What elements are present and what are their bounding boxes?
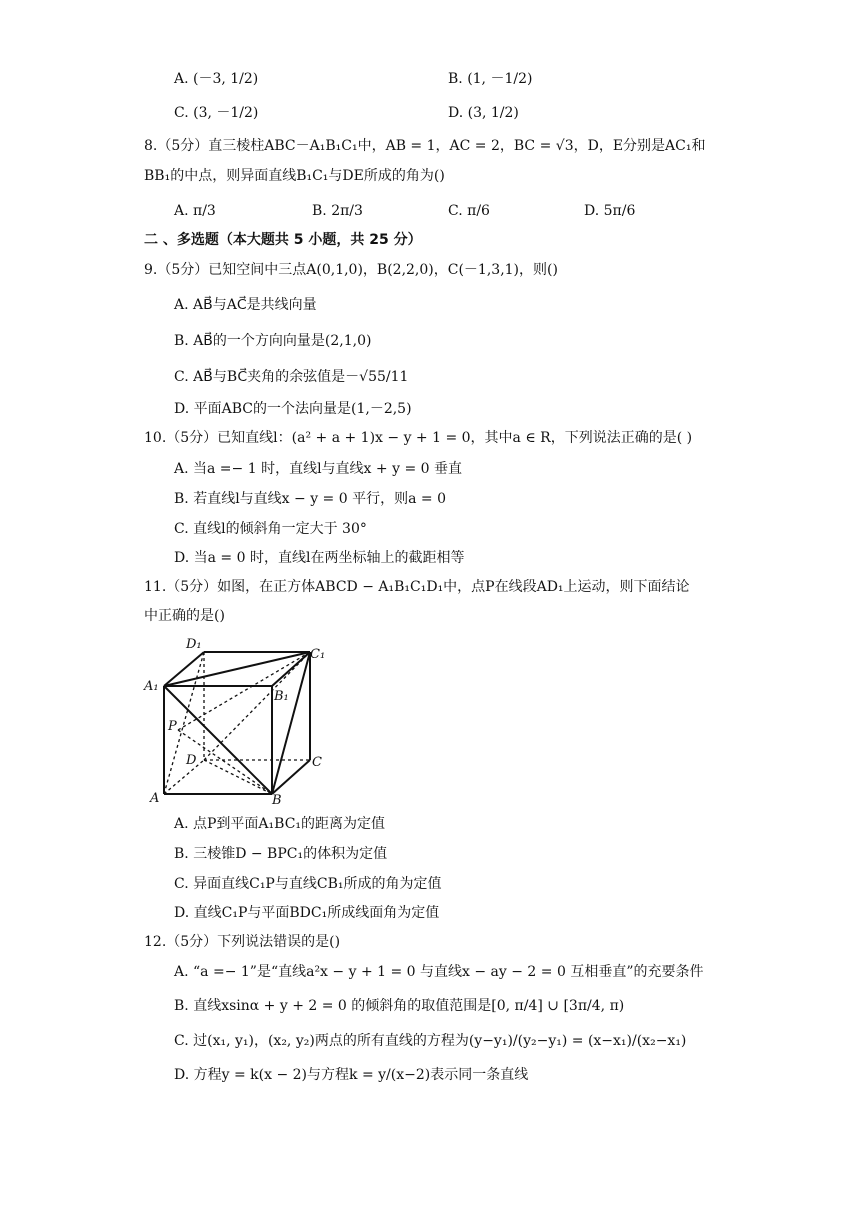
q9-option-a: A. AB⃗与AC⃗是共线向量	[174, 297, 317, 313]
q10-option-c: C. 直线l的倾斜角一定大于 30°	[174, 521, 367, 537]
label-c1: C₁	[310, 647, 326, 662]
q11-stem-line1: 11.（5分）如图，在正方体ABCD − A₁B₁C₁D₁中，点P在线段AD₁上运动，则下面结论	[144, 579, 690, 595]
q12-stem: 12.（5分）下列说法错误的是()	[144, 934, 341, 950]
q12-option-b: B. 直线xsinα + y + 2 = 0 的倾斜角的取值范围是[0, π/4] ∪ [3π/4, π)	[174, 998, 625, 1014]
q12-option-a: A. “a =− 1”是“直线a²x − y + 1 = 0 与直线x − ay − 2 = 0 互相垂直”的充要条件	[174, 964, 704, 980]
q11-option-c: C. 异面直线C₁P与直线CB₁所成的角为定值	[174, 876, 442, 892]
q7-option-c: C. (3, －1/2)	[174, 105, 259, 121]
q7-option-d: D. (3, 1/2)	[448, 105, 519, 121]
edge-b-c	[272, 760, 310, 794]
q12-option-c: C. 过(x₁, y₁)，(x₂, y₂)两点的所有直线的方程为(y−y₁)/(y₂−y₁) = (x−x₁)/(x₂−x₁)	[174, 1033, 687, 1049]
hidden-a-d	[164, 760, 204, 794]
q11-stem-line2: 中正确的是()	[144, 608, 225, 624]
q8-option-a: A. π/3	[174, 203, 216, 219]
hidden-d-b	[204, 760, 272, 794]
q7-option-a: A. (－3, 1/2)	[174, 71, 259, 87]
q7-option-b: B. (1, －1/2)	[448, 71, 533, 87]
hidden-p-c1	[178, 652, 310, 730]
q8-option-b: B. 2π/3	[312, 203, 363, 219]
q8-stem-line2: BB₁的中点，则异面直线B₁C₁与DE所成的角为()	[144, 168, 445, 184]
q10-option-b: B. 若直线l与直线x − y = 0 平行，则a = 0	[174, 491, 446, 507]
q10-stem: 10.（5分）已知直线l：(a² + a + 1)x − y + 1 = 0，其中a ∈ R，下列说法正确的是( )	[144, 430, 693, 446]
q9-option-d: D. 平面ABC的一个法向量是(1,－2,5)	[174, 401, 412, 417]
q11-option-a: A. 点P到平面A₁BC₁的距离为定值	[174, 816, 386, 832]
label-c: C	[312, 755, 322, 770]
label-d: D	[186, 753, 197, 768]
label-d1: D₁	[186, 637, 202, 652]
q11-option-b: B. 三棱锥D − BPC₁的体积为定值	[174, 846, 388, 862]
q8-option-c: C. π/6	[448, 203, 490, 219]
q8-option-d: D. 5π/6	[584, 203, 636, 219]
diag-b-c1	[272, 652, 310, 794]
diag-a1-c1	[164, 652, 310, 686]
label-a: A	[150, 791, 160, 806]
label-b1: B₁	[274, 689, 289, 704]
label-b: B	[272, 793, 282, 808]
q8-stem-line1: 8.（5分）直三棱柱ABC－A₁B₁C₁中，AB = 1，AC = 2，BC = √3，D，E分别是AC₁和	[144, 138, 706, 154]
cube-figure	[142, 634, 328, 808]
label-a1: A₁	[144, 679, 159, 694]
q10-option-a: A. 当a =− 1 时，直线l与直线x + y = 0 垂直	[174, 461, 462, 477]
hidden-d-c1	[204, 652, 310, 760]
q9-stem: 9.（5分）已知空间中三点A(0,1,0)，B(2,2,0)，C(－1,3,1)，则()	[144, 262, 558, 278]
q9-option-b: B. AB⃗的一个方向向量是(2,1,0)	[174, 333, 372, 349]
q9-option-c: C. AB⃗与BC⃗夹角的余弦值是－√55/11	[174, 369, 409, 385]
diag-a1-b	[164, 686, 272, 794]
section-title: 二 、多选题（本大题共 5 小题，共 25 分）	[144, 232, 422, 248]
q12-option-d: D. 方程y = k(x − 2)与方程k = y/(x−2)表示同一条直线	[174, 1067, 529, 1083]
q10-option-d: D. 当a = 0 时，直线l在两坐标轴上的截距相等	[174, 550, 465, 566]
q11-option-d: D. 直线C₁P与平面BDC₁所成线面角为定值	[174, 905, 440, 921]
label-p: P	[168, 719, 177, 734]
